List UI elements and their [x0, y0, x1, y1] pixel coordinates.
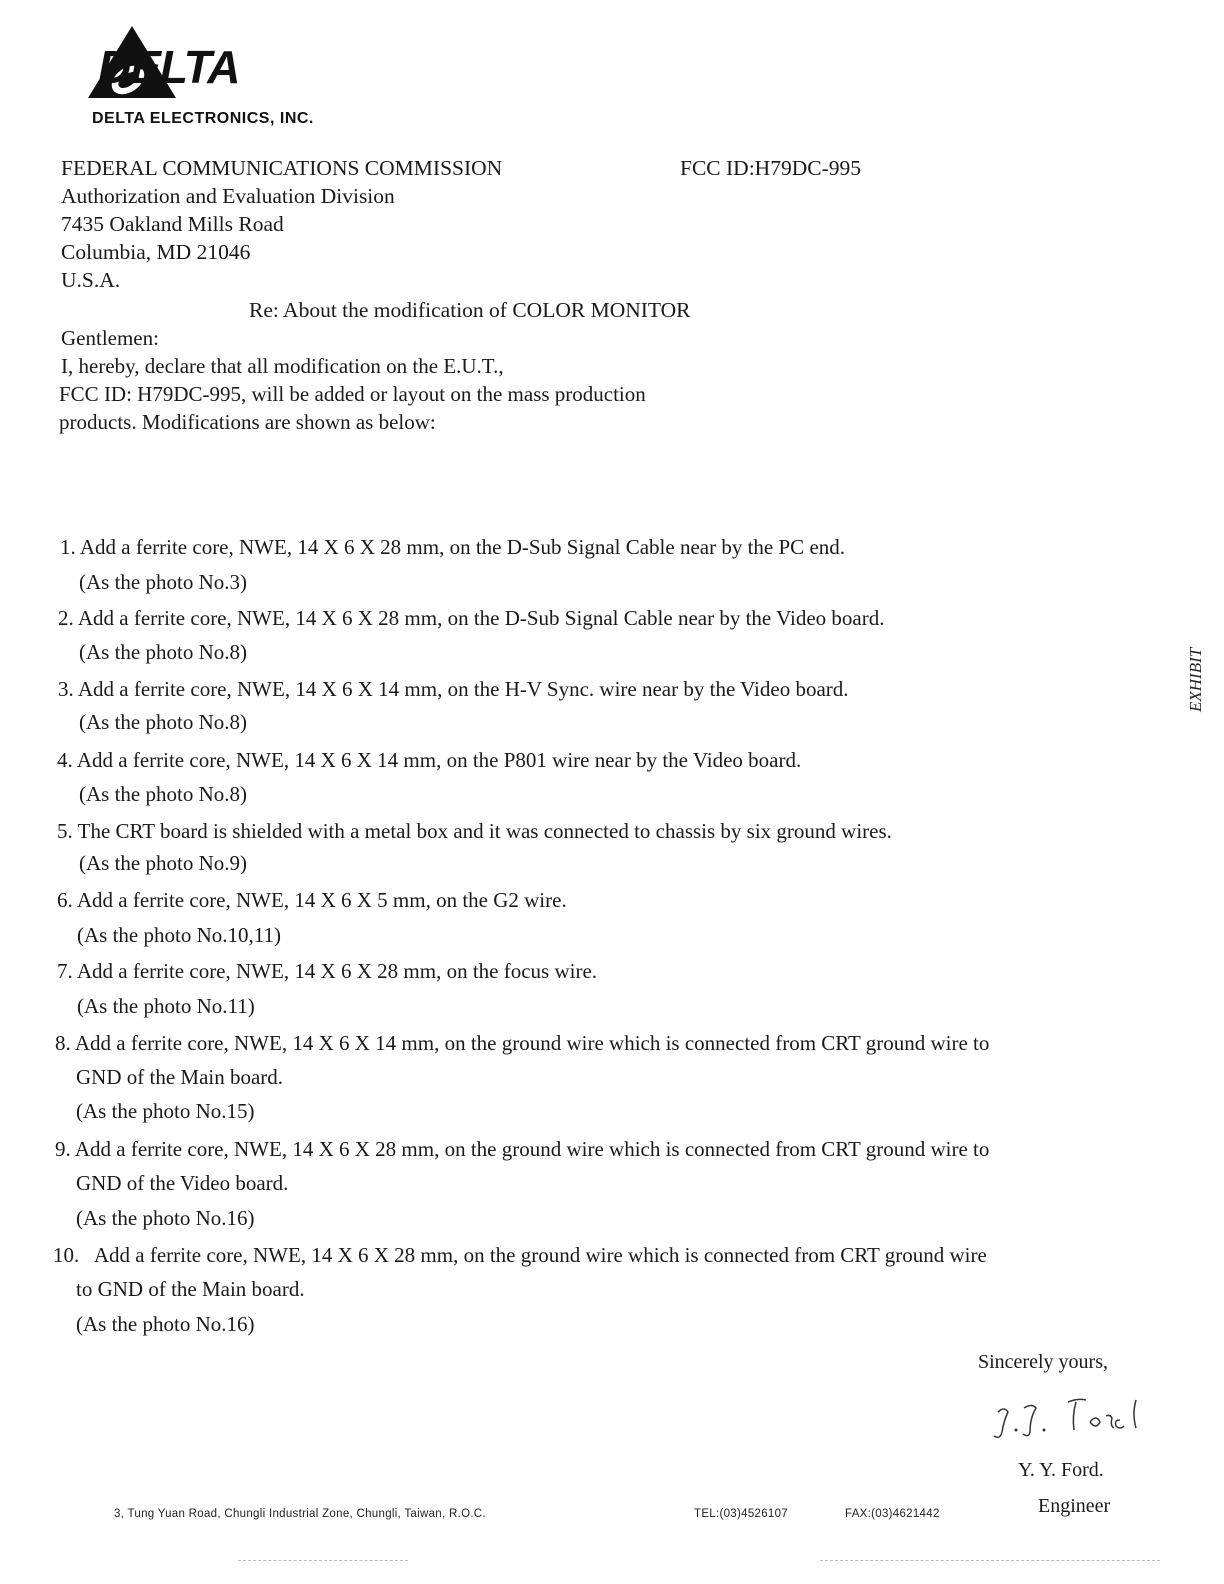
company-name: DELTA ELECTRONICS, INC.: [92, 110, 314, 127]
signatory-title: Engineer: [1038, 1495, 1111, 1517]
list-item: 4. Add a ferrite core, NWE, 14 X 6 X 14 mm, on the P801 wire near by the Video board.: [57, 748, 802, 772]
recipient-division: Authorization and Evaluation Division: [61, 184, 395, 208]
list-item: 10. Add a ferrite core, NWE, 14 X 6 X 28 mm, on the ground wire which is connected from CRT ground wire: [53, 1243, 987, 1267]
handwritten-signature: [990, 1390, 1150, 1450]
intro-line: I, hereby, declare that all modification on the E.U.T.,: [61, 354, 504, 378]
scan-artifact-divider: [820, 1560, 1160, 1561]
list-item-continuation: GND of the Video board.: [76, 1171, 289, 1195]
photo-reference: (As the photo No.16): [76, 1312, 255, 1336]
list-item: 8. Add a ferrite core, NWE, 14 X 6 X 14 mm, on the ground wire which is connected from CRT ground wire to: [55, 1031, 990, 1055]
scan-artifact-divider: [238, 1560, 408, 1561]
list-item: 7. Add a ferrite core, NWE, 14 X 6 X 28 mm, on the focus wire.: [57, 959, 598, 983]
salutation: Gentlemen:: [61, 326, 159, 350]
recipient-street: 7435 Oakland Mills Road: [61, 212, 284, 236]
subject-line: Re: About the modification of COLOR MONITOR: [249, 298, 691, 322]
list-item: 1. Add a ferrite core, NWE, 14 X 6 X 28 mm, on the D-Sub Signal Cable near by the PC end.: [60, 535, 846, 559]
photo-reference: (As the photo No.10,11): [77, 923, 281, 947]
photo-reference: (As the photo No.8): [79, 710, 247, 734]
footer-tel: TEL:(03)4526107: [694, 1508, 789, 1520]
exhibit-stamp: EXHIBIT: [1186, 647, 1205, 712]
recipient-country: U.S.A.: [61, 268, 121, 292]
photo-reference: (As the photo No.11): [77, 994, 255, 1018]
list-item: 2. Add a ferrite core, NWE, 14 X 6 X 28 mm, on the D-Sub Signal Cable near by the Video board.: [58, 606, 885, 630]
list-item-continuation: GND of the Main board.: [76, 1065, 284, 1089]
intro-line: FCC ID: H79DC-995, will be added or layout on the mass production: [59, 382, 646, 406]
list-item-continuation: to GND of the Main board.: [76, 1277, 305, 1301]
list-item: 5. The CRT board is shielded with a metal box and it was connected to chassis by six ground wires.: [57, 819, 892, 843]
photo-reference: (As the photo No.8): [79, 640, 247, 664]
recipient-city: Columbia, MD 21046: [61, 240, 251, 264]
footer-address: 3, Tung Yuan Road, Chungli Industrial Zone, Chungli, Taiwan, R.O.C.: [114, 1508, 486, 1520]
photo-reference: (As the photo No.3): [79, 570, 247, 594]
photo-reference: (As the photo No.8): [79, 782, 247, 806]
intro-line: products. Modifications are shown as below:: [59, 410, 436, 434]
list-item: 9. Add a ferrite core, NWE, 14 X 6 X 28 mm, on the ground wire which is connected from CRT ground wire to: [55, 1137, 990, 1161]
list-item: 3. Add a ferrite core, NWE, 14 X 6 X 14 mm, on the H-V Sync. wire near by the Video board.: [58, 677, 849, 701]
photo-reference: (As the photo No.9): [79, 851, 247, 875]
list-item: 6. Add a ferrite core, NWE, 14 X 6 X 5 mm, on the G2 wire.: [57, 888, 567, 912]
logo-wordmark: DELTA: [98, 41, 240, 93]
photo-reference: (As the photo No.16): [76, 1206, 255, 1230]
recipient-agency: FEDERAL COMMUNICATIONS COMMISSION: [61, 156, 503, 180]
valediction: Sincerely yours,: [978, 1351, 1108, 1373]
photo-reference: (As the photo No.15): [76, 1099, 255, 1123]
footer-fax: FAX:(03)4621442: [845, 1508, 940, 1520]
fcc-id: FCC ID:H79DC-995: [680, 156, 861, 180]
signatory-name: Y. Y. Ford.: [1018, 1459, 1104, 1481]
